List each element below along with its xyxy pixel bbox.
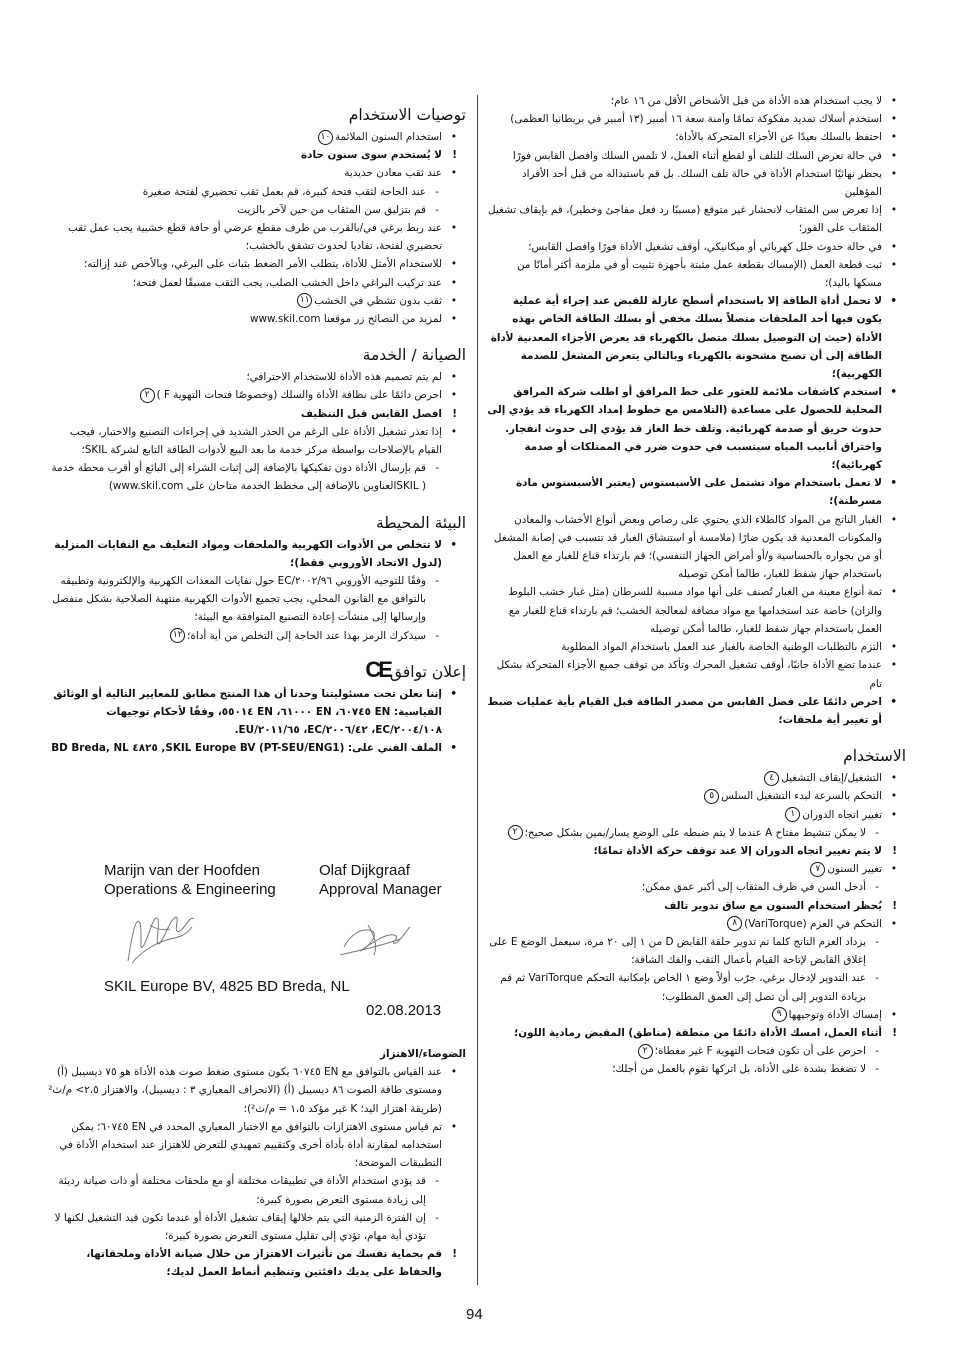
list-item bbox=[46, 572, 466, 627]
list-item bbox=[46, 627, 466, 645]
list-item bbox=[486, 842, 906, 860]
figure-number-badge: ٥ bbox=[704, 789, 719, 804]
usage-tips-list bbox=[46, 128, 466, 328]
list-item bbox=[486, 1024, 906, 1042]
list-item bbox=[486, 806, 906, 824]
list-item bbox=[486, 110, 906, 128]
left-column bbox=[46, 92, 466, 758]
list-item-text: افصل القابس قبل التنظيف bbox=[300, 407, 442, 420]
signatory-name: Marijn van der Hoofden bbox=[104, 862, 260, 879]
list-item-text: يحظر نهائيًا استخدام الأداة في حالة تلف السلك. بل قم باستبداله من قبل أحد الأفراد المؤهلين bbox=[522, 167, 882, 199]
list-item-text: استخدام السنون الملائمة bbox=[334, 131, 442, 143]
conformity-heading-text: إعلان توافق bbox=[389, 662, 466, 681]
list-item-text: الملف الفني على: SKIL Europe BV (PT-SEU/ENG1), ٤٨٢٥ BD Breda, NL bbox=[51, 742, 442, 755]
ce-mark-icon: CE bbox=[365, 656, 390, 682]
list-item-text: تغيير اتجاه الدوران bbox=[802, 808, 882, 821]
figure-number-badge: ٢ bbox=[508, 825, 523, 840]
list-item bbox=[46, 1063, 466, 1118]
list-item bbox=[486, 824, 906, 842]
list-item bbox=[486, 897, 906, 915]
list-item-text: تم قياس مستوى الاهتزازات بالتوافق مع الاختبار المعياري المحدد في EN ٦٠٧٤٥؛ يمكن استخدامه لمقارنة أداة بأداة أخرى وكتقييم تمهيدي للتعرض للاهتزاز عند استخدام الأداة في التطبيقات الموضحة؛ bbox=[59, 1120, 442, 1170]
list-item-text: أدخل السن في ظرف المثقاب إلى أكبر عمق ممكن؛ bbox=[641, 881, 866, 894]
list-item-text: استخدم أسلاك تمديد مفكوكة تمامًا وآمنة سعة ١٦ أمبير (١٣ أمبير في بريطانيا العظمى) bbox=[510, 113, 882, 126]
list-item bbox=[46, 146, 466, 164]
list-item bbox=[486, 787, 906, 805]
list-item bbox=[486, 933, 906, 969]
list-item-text: التحكم في العزم (VariTorque) bbox=[744, 917, 882, 930]
signatory-name: Olaf Dijkgraaf bbox=[319, 862, 410, 879]
company-address: SKIL Europe BV, 4825 BD Breda, NL bbox=[104, 978, 350, 995]
list-item-text: يُحظر استخدام السنون مع ساق تدوير تالف bbox=[664, 899, 882, 912]
list-item-text: في حالة حدوث خلل كهربائي أو ميكانيكي، أوقف تشغيل الأداة فورًا وافصل القابس؛ bbox=[528, 240, 882, 253]
list-item bbox=[486, 656, 906, 692]
list-item-text: التشغيل/إيقاف التشغيل bbox=[781, 772, 882, 785]
list-item bbox=[46, 739, 466, 757]
list-item-text: لمزيد من النصائح زر موقعنا www.skil.com bbox=[249, 313, 442, 326]
list-item-text: ثبت قطعة العمل (الإمساك بقطعة عمل مثبتة بأجهزة تثبيت أو في ملزمة أكثر أمانًا من مسكها باليد)؛ bbox=[516, 258, 882, 290]
list-item bbox=[486, 693, 906, 729]
handwritten-signatures bbox=[110, 905, 430, 977]
maintenance-heading: الصيانة / الخدمة bbox=[362, 346, 466, 365]
maintenance-list bbox=[46, 368, 466, 495]
signatory-2 bbox=[104, 861, 276, 899]
list-item bbox=[486, 511, 906, 584]
list-item bbox=[486, 638, 906, 656]
list-item-text: احرص دائمًا على نظافة الأداة والسلك (وخصوصًا فتحات التهوية F ) bbox=[156, 389, 442, 402]
signatory-1 bbox=[319, 861, 442, 899]
list-item-text: في حالة تعرض السلك للتلف أو لقطع أثناء العمل، لا تلمس السلك وافصل القابس فورًا bbox=[512, 149, 882, 162]
list-item-text: التزم بالتطلبات الوطنية الخاصة بالغبار عند العمل باستخدام المواد المطلوبة bbox=[561, 641, 882, 654]
list-item-text: لا يجب استخدام هذه الأداة من قبل الأشخاص الأقل من ١٦ عام؛ bbox=[610, 95, 882, 107]
list-item-text: سيذكرك الرمز بهذا عند الحاجة إلى التخلص من أية أداة؛ bbox=[187, 629, 426, 642]
figure-number-badge: ١٢ bbox=[170, 628, 185, 643]
use-heading: الاستخدام bbox=[843, 747, 906, 766]
list-item bbox=[486, 860, 906, 878]
list-item-text: ثمة أنواع معينة من الغبار تُصنف على أنها مواد مسببة للسرطان (مثل غبار خشب البلوط والزان) خاصة عند استخدامها مع مواد مضافة لمعالجة الخشب؛ قم بارتداء قناع للغبار مع العمل باستخدام جهاز شفط للغبار، طالما أمكن توصيله bbox=[508, 586, 882, 635]
list-item bbox=[46, 1172, 466, 1208]
list-item bbox=[486, 147, 906, 165]
list-item-text: أثناء العمل، امسك الأداة دائمًا من منطقة (مناطق) المقبض رمادية اللون؛ bbox=[514, 1026, 882, 1039]
list-item bbox=[46, 255, 466, 273]
list-item bbox=[46, 459, 466, 495]
safety-list bbox=[486, 92, 906, 729]
list-item-text: احرص على أن تكون فتحات التهوية F غير مغطاة؛ bbox=[654, 1045, 866, 1058]
list-item bbox=[46, 292, 466, 310]
list-item-text: لم يتم تصميم هذه الأداة للاستخدام الاحترافي؛ bbox=[246, 371, 442, 384]
list-item-text: وفقًا للتوجيه الأوروبي ٢٠٠٢/٩٦/EC حول نفايات المعدات الكهربية والإلكترونية وتطبيقه بالتوافق مع القانون المحلي، يجب تجميع الأدوات الكهربية منتهية الصلاحية بشكل منفصل وإرسالها إلى منشآت إعادة التصنيع المتوافقة مع البيئة؛ bbox=[52, 575, 426, 624]
list-item-text: احتفظ بالسلك بعيدًا عن الأجزاء المتحركة بالأداة؛ bbox=[675, 131, 882, 144]
figure-number-badge: ٧ bbox=[810, 862, 825, 877]
list-item-text: إذا تعرض سن المثقاب لانحشار غير متوقع (مسببًا رد فعل مفاجئ وخطير)، قم بإيقاف تشغيل المثقاب على الفور؛ bbox=[487, 204, 882, 235]
list-item bbox=[46, 310, 466, 328]
list-item-text: قم بتزليق سن المثقاب من حين لآخر بالزيت bbox=[237, 203, 426, 216]
list-item bbox=[46, 1245, 466, 1281]
list-item bbox=[486, 474, 906, 510]
list-item bbox=[46, 1118, 466, 1173]
list-item bbox=[486, 1006, 906, 1024]
environment-list bbox=[46, 536, 466, 645]
list-item bbox=[46, 405, 466, 423]
list-item bbox=[486, 969, 906, 1005]
list-item bbox=[46, 219, 466, 255]
signatory-title: Approval Manager bbox=[319, 881, 442, 898]
environment-heading: البيئة المحيطة bbox=[376, 513, 466, 532]
figure-number-badge: ٩ bbox=[772, 1007, 787, 1022]
figure-number-badge: ٢ bbox=[140, 388, 155, 403]
list-item bbox=[486, 292, 906, 383]
list-item-text: عند القياس بالتوافق مع EN ٦٠٧٤٥ يكون مستوى ضغط صوت هذه الأداة هو ٧٥ ديسيبل (أ) ومستوى طاقة الصوت ٨٦ ديسيبل (أ) (الانحراف المعياري ٣ : ديسيبل)، والاهتزاز ٢،٥> م/ث² (طريقة اهتزاز اليد؛ K غير مؤكد ١،٥ = م/ث²)؛ bbox=[48, 1066, 442, 1115]
list-item bbox=[486, 878, 906, 896]
list-item-text: للاستخدام الأمثل للأداة، يتطلب الأمر الضغط بثبات على البرغي، وبالأخص عند إزالته؛ bbox=[83, 258, 442, 271]
list-item-text: لا يمكن تنشيط مفتاح A عندما لا يتم ضبطه على الوضع يسار/يمين بشكل صحيح؛ bbox=[524, 826, 866, 839]
signatory-title: Operations & Engineering bbox=[104, 881, 276, 898]
list-item bbox=[46, 423, 466, 459]
list-item bbox=[46, 274, 466, 292]
figure-number-badge: ١ bbox=[785, 807, 800, 822]
list-item bbox=[46, 368, 466, 386]
list-item bbox=[486, 256, 906, 292]
noise-list bbox=[46, 1063, 466, 1281]
list-item-text: احرص دائمًا على فصل القابس من مصدر الطاقة قبل القيام بأية عمليات ضبط أو تغيير أية ملحقات؛ bbox=[487, 695, 882, 726]
list-item-text: لا يتم تغيير اتجاه الدوران إلا عند توقف حركة الأداة تمامًا؛ bbox=[593, 844, 882, 857]
list-item-text: تغيير السنون bbox=[827, 863, 882, 876]
list-item bbox=[46, 183, 466, 201]
column-divider bbox=[477, 95, 478, 1285]
list-item bbox=[46, 164, 466, 182]
list-item bbox=[486, 165, 906, 201]
list-item bbox=[486, 92, 906, 110]
list-item bbox=[46, 201, 466, 219]
list-item-text: يزداد العزم الناتج كلما تم تدوير حلقة القابض D من ١ إلى ٢٠ مرة، سيعمل الوضع E على إغلاق القابض لإتاحة القيام بأعمال الثقب والفك الشاقة؛ bbox=[489, 935, 866, 967]
figure-number-badge: ١٠ bbox=[318, 130, 333, 145]
signature-date: 02.08.2013 bbox=[366, 1002, 442, 1019]
list-item bbox=[486, 915, 906, 933]
list-item-text: عند تركيب البراغي داخل الخشب الصلب، يجب الثقب مسبقًا لعمل فتحة؛ bbox=[132, 276, 442, 289]
list-item-text: عند الحاجة لثقب فتحة كبيرة، قم بعمل ثقب تحضيري لفتحة صغيرة bbox=[142, 185, 426, 198]
list-item bbox=[486, 1042, 906, 1060]
list-item-text: قد يؤدي استخدام الأداة في تطبيقات مختلفة أو مع ملحقات مختلفة أو ذات صيانة رديئة إلى زيادة مستوى التعرض بصورة كبيرة؛ bbox=[58, 1175, 426, 1206]
list-item-text: لا تحمل أداة الطاقة إلا باستخدام أسطح عازلة للقبض عند إجراء أية عملية يكون فيها أحد الملحقات متصلاً بسلك مخفي أو بسلك الطاقة الخاص بهذه الأداة (حيث إن التوصيل بسلك متصل بالكهرباء قد يعرض الأجزاء المعدنية لأداة الطاقة إلى أن تصبح مشحونة بالكهرباء وبالتالي يتعرض المشغل للصدمة الكهربية)؛ bbox=[490, 295, 882, 381]
list-item-text: لا تضغط بشدة على الأداة، بل اتركها تقوم بالعمل من أجلك؛ bbox=[612, 1063, 866, 1076]
list-item bbox=[486, 583, 906, 638]
list-item bbox=[486, 201, 906, 237]
list-item-text: قم بإرسال الأداة دون تفكيكها بالإضافة إلى إثبات الشراء إلى البائع أو أقرب محطة خدمة ( SKILالعناوين بالإضافة إلى مخطط الخدمة متاحان على www.skil.com) bbox=[51, 462, 426, 493]
list-item-text: الغبار الناتج من المواد كالطلاء الذي يحتوي على رصاص وبعض أنواع الأخشاب والمعادن والمكونات المعدنية قد يكون ضارًا (ملامسة أو استنشاق الغبار قد تتسبب في إصابة المشغل أو من بجواره بالحساسية و/أو أمراض الجهاز التنفسي)؛ قم بارتداء قناع للغبار مع العمل باستخدام جهاز شفط للغبار، طالما أمكن توصيله bbox=[493, 513, 882, 581]
list-item bbox=[46, 386, 466, 404]
list-item-text: التحكم بالسرعة لبدء التشغيل السلس bbox=[721, 790, 882, 803]
list-item-text: عندما تضع الأداة جانبًا، أوقف تشغيل المحرك وتأكد من توقف جميع الأجزاء المتحركة بشكل تام bbox=[496, 659, 882, 690]
list-item-text: قم بحماية نفسك من تأثيرات الاهتزاز من خلال صيانة الأداة وملحقاتها، والحفاظ على يديك دافئتين وتنظيم أنماط العمل لديك؛ bbox=[86, 1248, 442, 1279]
usage-tips-heading: توصيات الاستخدام bbox=[348, 106, 466, 124]
list-item bbox=[486, 769, 906, 787]
list-item bbox=[486, 383, 906, 474]
use-list bbox=[486, 769, 906, 1078]
list-item-text: إن الفترة الزمنية التي يتم خلالها إيقاف تشغيل الأداة أو عندما تكون قيد التشغيل لكنها لا تؤدي أية مهام، تؤدي إلى تقليل مستوى التعرض بصورة كبيرة؛ bbox=[54, 1211, 426, 1243]
list-item bbox=[486, 128, 906, 146]
list-item bbox=[46, 685, 466, 740]
list-item-text: إذا تعذر تشغيل الأداة على الرغم من الحذر الشديد في إجراءات التصنيع والاختبار، فيجب القيام بالإصلاحات بواسطة مركز خدمة ما بعد البيع لأدوات الطاقة التابع لشركة SKIL؛ bbox=[69, 425, 442, 457]
list-item bbox=[486, 1060, 906, 1078]
list-item-text: عند ربط برغي في/بالقرب من طرف مقطع عرضي أو حافة قطع خشبية يجب عمل ثقب تحضيري لفتحة، تفاديا لحدوث تشقق بالخشب؛ bbox=[67, 222, 442, 253]
list-item-text: إننا نعلن تحت مسئوليتنا وحدنا أن هذا المنتج مطابق للمعايير التالية أو الوثائق القياسية: EN ٦٠٧٤٥، EN ٦١٠٠٠، EN ٥٥٠١٤، وفقًا لأحكام توجيهات ٢٠٠٤/١٠٨/EC، ٢٠٠٦/٤٢/EC، ٢٠١١/٦٥/EU. bbox=[53, 687, 442, 737]
list-item bbox=[46, 536, 466, 572]
list-item bbox=[46, 1209, 466, 1245]
list-item-text: لا تتخلص من الأدوات الكهربية والملحقات ومواد التغليف مع النفايات المنزلية (لدول الاتحاد الأوروبي فقط)؛ bbox=[54, 538, 442, 569]
conformity-list bbox=[46, 685, 466, 758]
figure-number-badge: ٤ bbox=[764, 771, 779, 786]
list-item-text: عند التدوير لإدخال برغي، جرّب أولاً وضع ١ الخاص بإمكانية التحكم VariTorque ثم قم بزيادة التدوير إلى أن تصل إلى العمق المطلوب؛ bbox=[500, 972, 866, 1003]
figure-number-badge: ٨ bbox=[727, 916, 742, 931]
figure-number-badge: ١١ bbox=[297, 293, 312, 308]
figure-number-badge: ٢ bbox=[638, 1044, 653, 1059]
right-column bbox=[486, 92, 906, 1079]
list-item bbox=[46, 128, 466, 146]
list-item bbox=[486, 238, 906, 256]
page-number: 94 bbox=[466, 1306, 483, 1323]
noise-section bbox=[46, 1045, 466, 1282]
list-item-text: إمساك الأداة وتوجيهها bbox=[788, 1008, 882, 1021]
list-item-text: استخدم كاشفات ملائمة للعثور على خط المرافق أو اطلب شركة المرافق المحلية للحصول على مساعدة (التلامس مع خطوط إمداد الكهرباء قد يؤدي إلى حدوث حريق أو صدمة كهربائية. وتلف خط الغاز قد يؤدي إلى حدوث انفجار. واختراق أنابيب المياه سيتسبب في حدوث ضرر في الممتلكات أو صدمة كهربائية)؛ bbox=[487, 386, 882, 472]
list-item-text: لا يُستخدم سوى سنون حادة bbox=[301, 149, 442, 162]
list-item-text: ثقب بدون تشظي في الخشب bbox=[314, 294, 442, 307]
noise-heading: الضوضاء/الاهتزاز bbox=[379, 1048, 466, 1060]
list-item-text: لا تعمل باستخدام مواد تشتمل على الأسبستوس (يعتبر الأسبستوس مادة مسرطنة)؛ bbox=[516, 477, 882, 508]
list-item-text: عند ثقب معادن حديدية bbox=[344, 167, 442, 180]
conformity-heading bbox=[46, 657, 466, 685]
